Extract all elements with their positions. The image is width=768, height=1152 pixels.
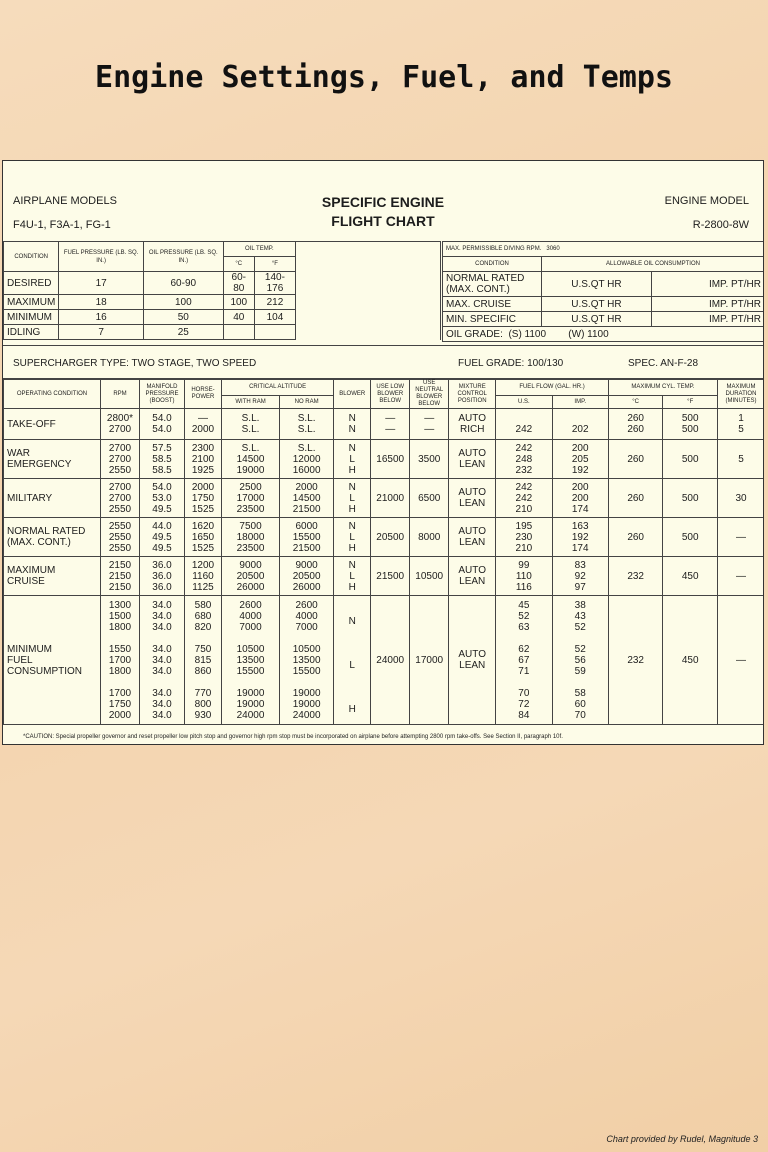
chart-title-line1: SPECIFIC ENGINE xyxy=(321,194,445,210)
ops-cell-rpm: 2800* 2700 xyxy=(101,409,140,440)
ops-cell-us: 99 110 116 xyxy=(496,557,552,596)
ops-cell-cond: MINIMUM FUEL CONSUMPTION xyxy=(4,596,101,725)
ops-cell-mp: 44.0 49.5 49.5 xyxy=(140,518,185,557)
ops-cell-low: 21500 xyxy=(371,557,410,596)
ops-cell-c: 232 xyxy=(608,596,663,725)
ops-cell-mp: 54.0 53.0 49.5 xyxy=(140,479,185,518)
oil-grade: OIL GRADE: (S) 1100 (W) 1100 xyxy=(443,327,765,342)
chart-title-line2: FLIGHT CHART xyxy=(331,213,435,229)
ops-cell-c: 260 xyxy=(608,479,663,518)
fuel-grade: FUEL GRADE: 100/130 xyxy=(458,358,564,369)
ops-cell-noram: 6000 15500 21500 xyxy=(280,518,334,557)
table-row xyxy=(4,557,765,596)
table-row: IDLING 7 25 xyxy=(4,325,441,340)
ops-cell-imp: 200 205 192 xyxy=(552,440,608,479)
ops-cell-us: 195 230 210 xyxy=(496,518,552,557)
ops-cell-neutral: — — xyxy=(410,409,449,440)
ops-cell-low: 16500 xyxy=(371,440,410,479)
ops-cell-noram: 2000 14500 21500 xyxy=(280,479,334,518)
airplane-models-label: AIRPLANE MODELS xyxy=(13,195,117,207)
engine-model-label: ENGINE MODEL xyxy=(664,195,749,207)
ops-cell-us: 242 248 232 xyxy=(496,440,552,479)
ops-cell-neutral: 17000 xyxy=(410,596,449,725)
ops-cell-dur: 1 5 xyxy=(718,409,765,440)
ops-cell-noram: S.L. 12000 16000 xyxy=(280,440,334,479)
ops-cell-f: 500 xyxy=(663,440,718,479)
ops-cell-rpm: 2700 2700 2550 xyxy=(101,440,140,479)
table-row: MAX. CRUISE U.S.QT HR IMP. PT/HR xyxy=(443,297,765,312)
ops-cell-dur: — xyxy=(718,557,765,596)
ops-cell-dur: — xyxy=(718,596,765,725)
table-row xyxy=(4,409,765,440)
ops-cell-f: 450 xyxy=(663,557,718,596)
table-row xyxy=(4,596,765,725)
ops-cell-low: 21000 xyxy=(371,479,410,518)
ops-cell-c: 260 260 xyxy=(608,409,663,440)
engine-flight-chart xyxy=(2,160,764,745)
ops-cell-blower: N L H xyxy=(334,440,371,479)
ops-cell-imp: 200 200 174 xyxy=(552,479,608,518)
ops-cell-ram: 7500 18000 23500 xyxy=(222,518,280,557)
page-title: Engine Settings, Fuel, and Temps xyxy=(95,60,673,95)
ops-cell-neutral: 6500 xyxy=(410,479,449,518)
ops-cell-low: — — xyxy=(371,409,410,440)
supercharger-type: SUPERCHARGER TYPE: TWO STAGE, TWO SPEED xyxy=(13,358,257,369)
ops-cell-hp: — 2000 xyxy=(185,409,222,440)
ops-cell-us: 45 52 63 62 67 71 70 72 84 xyxy=(496,596,552,725)
ops-cell-low: 24000 xyxy=(371,596,410,725)
ops-cell-mp: 54.0 54.0 xyxy=(140,409,185,440)
ops-cell-ram: 2500 17000 23500 xyxy=(222,479,280,518)
ops-cell-us: 242 xyxy=(496,409,552,440)
limits-c-header: °C xyxy=(223,257,254,272)
ops-cell-imp: 38 43 52 52 56 59 58 60 70 xyxy=(552,596,608,725)
limits-fuel-header: FUEL PRESSURE (LB. SQ. IN.) xyxy=(59,242,144,272)
ops-cell-c: 260 xyxy=(608,518,663,557)
ops-cell-ram: S.L. S.L. xyxy=(222,409,280,440)
ops-cell-mix: AUTO LEAN xyxy=(449,440,496,479)
ops-cell-hp: 1620 1650 1525 xyxy=(185,518,222,557)
diving-rpm: MAX. PERMISSIBLE DIVING RPM. 3060 xyxy=(443,242,765,257)
ops-cell-rpm: 2550 2550 2550 xyxy=(101,518,140,557)
ops-cell-cond: TAKE-OFF xyxy=(4,409,101,440)
operating-table: OPERATING CONDITION RPM MANIFOLD PRESSURE (BOOST) HORSE-POWER CRITICAL ALTITUDE BLOWER USE LOW BLOWER BELOW USE NEUTRAL BLOWER BELOW MIXTURE CONTROL POSITION FUEL FLOW (GAL. HR.) MAXIMUM CYL. TEMP. MAXIMUM DURATION (MINUTES) WITH RAM NO RAM U.S. IMP. °C °F TAKE-OFF 2800* 2700 54.0 54.0 — 2000 S.L. S.L. S.L. S.L. N N — — — — AUTO RICH 242 202 260 260 500 500 1 5 WAR EMERGENCY 2700 2700 2550 57.5 58.5 58.5 2300 2100 1925 S.L. 14500 19000 S.L. 12000 16000 N L H 16500 3500 AUTO LEAN 242 248 232 200 205 192 260 500 5 MILITARY 2700 2700 2550 54.0 53.0 49.5 2000 1750 1525 2500 17000 23500 2000 14500 21500 N L H 21000 6500 AUTO LEAN 242 242 210 200 200 174 260 500 30 NORMAL RATED (MAX. CONT.) 2550 2550 2550 44.0 49.5 49.5 1620 1650 1525 7500 18000 23500 6000 15500 21500 N L H 20500 8000 AUTO LEAN 195 230 210 163 192 174 260 500 — MAXIMUM CRUISE 2150 2150 2150 36.0 36.0 36.0 1200 1160 1125 9000 20500 26000 9000 20500 26000 N L H 21500 10500 AUTO LEAN 99 110 116 83 92 97 232 450 — MINIMUM FUEL CONSUMPTION 1300 1500 1800 1550 1700 1800 1700 1750 2000 34.0 34.0 34.0 34.0 34.0 34.0 34.0 34.0 34.0 580 680 820 750 815 860 770 800 930 2600 4000 7000 10500 13500 15500 19000 19000 24000 2600 4000 7000 10500 13500 15500 19000 19000 24000 N L H 24000 17000 AUTO LEAN 45 52 63 62 67 71 70 72 84 38 43 52 52 56 59 58 60 70 232 450 — xyxy=(3,379,764,725)
ops-cell-mix: AUTO LEAN xyxy=(449,596,496,725)
ops-cell-imp: 163 192 174 xyxy=(552,518,608,557)
ops-cell-cond: MILITARY xyxy=(4,479,101,518)
ops-cell-imp: 202 xyxy=(552,409,608,440)
ops-cell-imp: 83 92 97 xyxy=(552,557,608,596)
ops-cell-neutral: 3500 xyxy=(410,440,449,479)
ops-cell-ram: S.L. 14500 19000 xyxy=(222,440,280,479)
ops-cell-f: 500 xyxy=(663,518,718,557)
table-row: NORMAL RATED (MAX. CONT.) U.S.QT HR IMP. PT/HR xyxy=(443,272,765,297)
ops-cell-neutral: 10500 xyxy=(410,557,449,596)
ops-cell-hp: 2300 2100 1925 xyxy=(185,440,222,479)
engine-model: R-2800-8W xyxy=(692,219,749,231)
ops-cell-noram: S.L. S.L. xyxy=(280,409,334,440)
limits-table xyxy=(3,241,441,340)
ops-cell-blower: N L H xyxy=(334,518,371,557)
ops-cell-hp: 1200 1160 1125 xyxy=(185,557,222,596)
ops-cell-us: 242 242 210 xyxy=(496,479,552,518)
ops-cell-blower: N L H xyxy=(334,557,371,596)
ops-cell-f: 450 xyxy=(663,596,718,725)
ops-cell-mp: 34.0 34.0 34.0 34.0 34.0 34.0 34.0 34.0 34.0 xyxy=(140,596,185,725)
ops-cell-low: 20500 xyxy=(371,518,410,557)
ops-cell-f: 500 xyxy=(663,479,718,518)
limits-oil-header: OIL PRESSURE (LB. SQ. IN.) xyxy=(143,242,223,272)
ops-cell-dur: 5 xyxy=(718,440,765,479)
ops-cell-cond: WAR EMERGENCY xyxy=(4,440,101,479)
limits-oiltemp-header: OIL TEMP. xyxy=(223,242,295,257)
ops-cell-mix: AUTO LEAN xyxy=(449,518,496,557)
limits-condition-header: CONDITION xyxy=(4,242,59,272)
ops-cell-rpm: 2150 2150 2150 xyxy=(101,557,140,596)
table-row xyxy=(4,518,765,557)
ops-cell-mix: AUTO LEAN xyxy=(449,479,496,518)
caution-note: *CAUTION: Special propeller governor and reset propeller low pitch stop and governor high rpm stop must be incorporated on airplane before attempting 2800 rpm take-offs. See Section II, paragraph 10f. xyxy=(23,734,563,740)
ops-cell-c: 260 xyxy=(608,440,663,479)
ops-cell-dur: — xyxy=(718,518,765,557)
ops-cell-ram: 9000 20500 26000 xyxy=(222,557,280,596)
ops-cell-noram: 9000 20500 26000 xyxy=(280,557,334,596)
ops-cell-mp: 57.5 58.5 58.5 xyxy=(140,440,185,479)
table-row: MINIMUM 16 50 40 104 xyxy=(4,310,441,325)
ops-cell-mix: AUTO LEAN xyxy=(449,557,496,596)
ops-cell-mp: 36.0 36.0 36.0 xyxy=(140,557,185,596)
ops-cell-blower: N L H xyxy=(334,479,371,518)
table-row: MAXIMUM 18 100 100 212 xyxy=(4,295,441,310)
table-row xyxy=(4,479,765,518)
limits-f-header: °F xyxy=(254,257,295,272)
airplane-models: F4U-1, F3A-1, FG-1 xyxy=(13,219,111,231)
table-row: DESIRED 17 60-90 60-80 140-176 xyxy=(4,272,441,295)
ops-cell-mix: AUTO RICH xyxy=(449,409,496,440)
ops-cell-neutral: 8000 xyxy=(410,518,449,557)
chart-credit: Chart provided by Rudel, Magnitude 3 xyxy=(606,1134,758,1144)
ops-cell-noram: 2600 4000 7000 10500 13500 15500 19000 19000 24000 xyxy=(280,596,334,725)
table-row xyxy=(4,440,765,479)
table-row: MIN. SPECIFIC U.S.QT HR IMP. PT/HR xyxy=(443,312,765,327)
ops-cell-dur: 30 xyxy=(718,479,765,518)
ops-cell-ram: 2600 4000 7000 10500 13500 15500 19000 19000 24000 xyxy=(222,596,280,725)
supercharger-row xyxy=(3,345,764,379)
ops-cell-cond: NORMAL RATED (MAX. CONT.) xyxy=(4,518,101,557)
ops-cell-hp: 2000 1750 1525 xyxy=(185,479,222,518)
ops-cell-cond: MAXIMUM CRUISE xyxy=(4,557,101,596)
ops-cell-rpm: 1300 1500 1800 1550 1700 1800 1700 1750 2000 xyxy=(101,596,140,725)
fuel-spec: SPEC. AN-F-28 xyxy=(628,358,699,369)
ops-cell-blower: N L H xyxy=(334,596,371,725)
ops-cell-f: 500 500 xyxy=(663,409,718,440)
ops-cell-c: 232 xyxy=(608,557,663,596)
ops-cell-blower: N N xyxy=(334,409,371,440)
ops-cell-rpm: 2700 2700 2550 xyxy=(101,479,140,518)
ops-cell-hp: 580 680 820 750 815 860 770 800 930 xyxy=(185,596,222,725)
oil-table: MAX. PERMISSIBLE DIVING RPM. 3060 CONDITION ALLOWABLE OIL CONSUMPTION NORMAL RATED (MAX. CONT.) U.S.QT HR IMP. PT/HR MAX. CRUISE U.S.QT HR IMP. PT/HR MIN. SPECIFIC U.S.QT HR IMP. PT/HR OIL GRADE: (S) 1100 (W) 1100 xyxy=(442,241,764,342)
